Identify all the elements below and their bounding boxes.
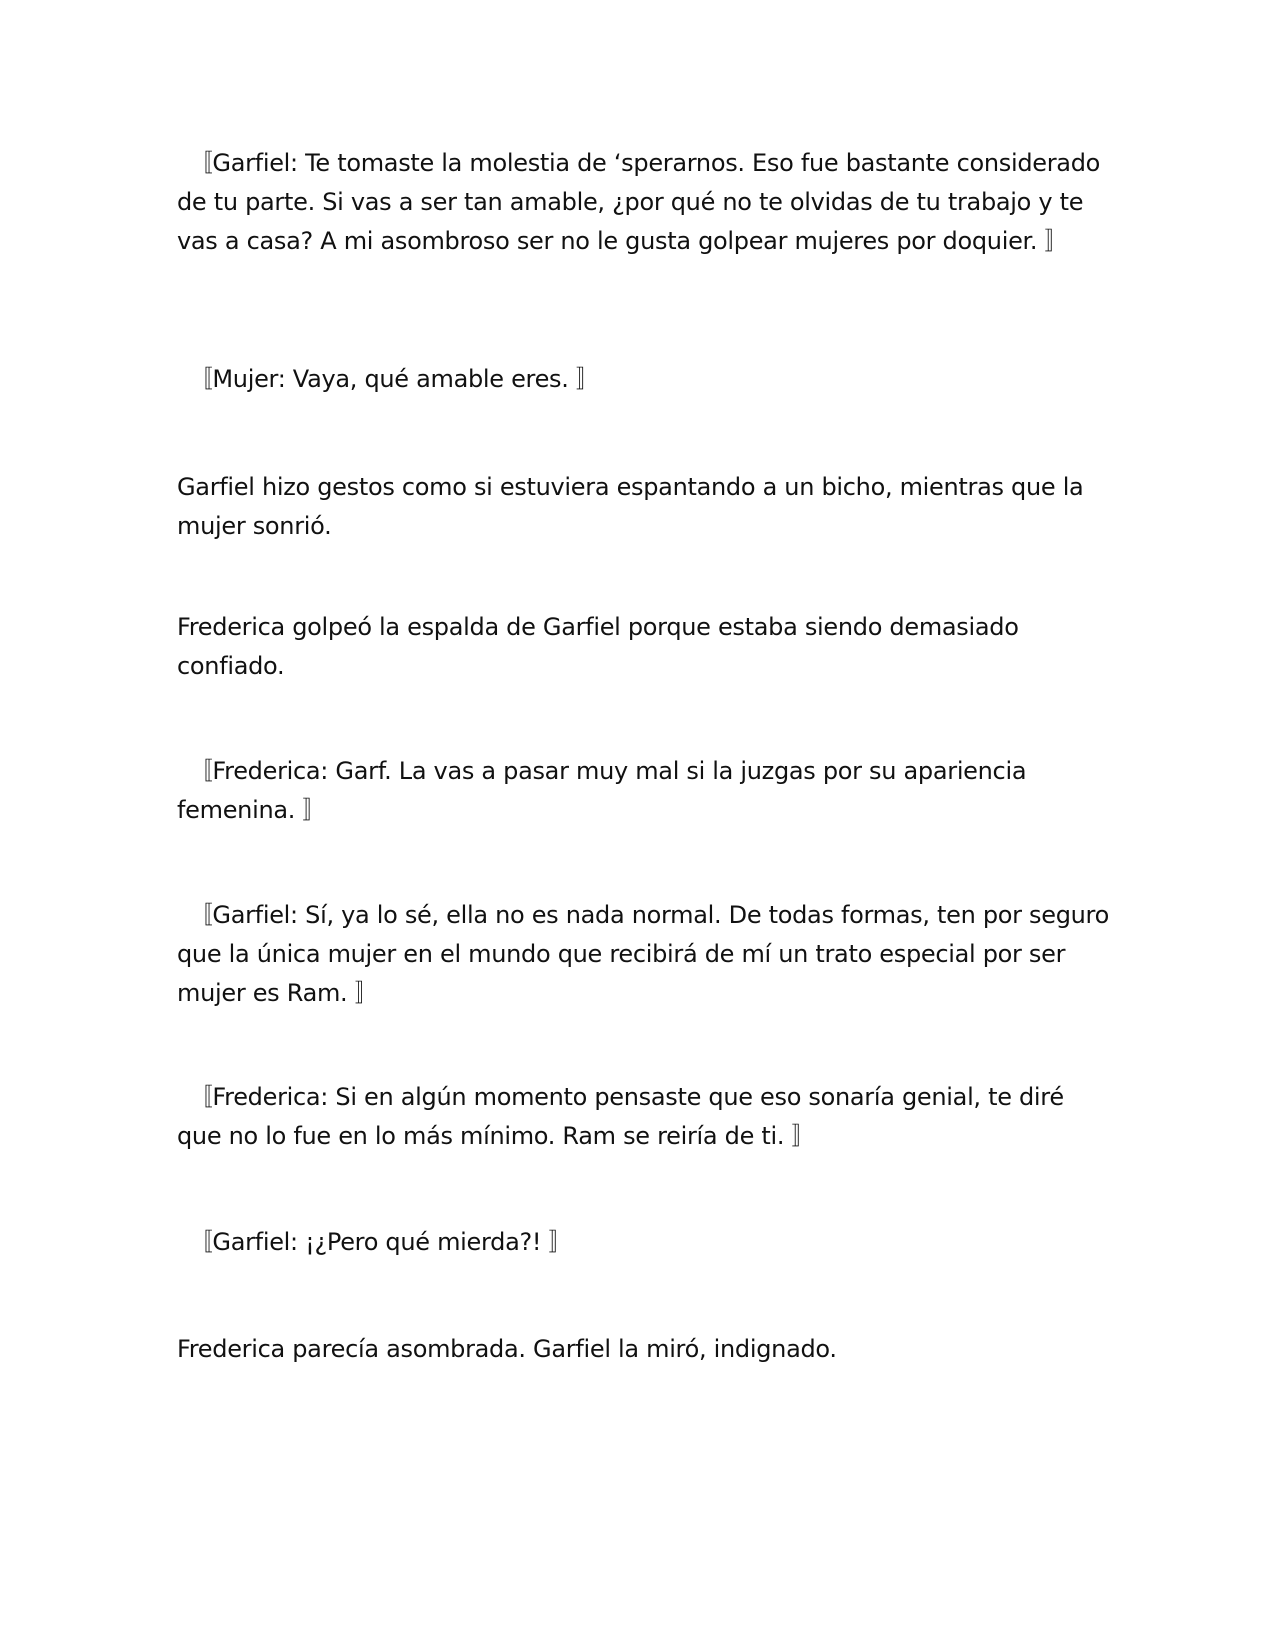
paragraph-narration-1: Garfiel hizo gestos como si estuviera espantando a un bicho, mientras que la mujer sonrió. (177, 473, 1084, 540)
paragraph-frederica-dialogue-2: 〚Frederica: Si en algún momento pensaste que eso sonaría genial, te diré que no lo fue en lo más mínimo. Ram se reiría de ti. 〛 (177, 1083, 1064, 1150)
paragraph-mujer-dialogue: 〚Mujer: Vaya, qué amable eres. 〛 (177, 365, 600, 393)
paragraph-garfiel-dialogue-3: 〚Garfiel: ¡¿Pero qué mierda?! 〛 (177, 1228, 573, 1256)
paragraph-frederica-dialogue-1: 〚Frederica: Garf. La vas a pasar muy mal si la juzgas por su apariencia femenina. 〛 (177, 757, 1027, 824)
paragraph-narration-2: Frederica golpeó la espalda de Garfiel porque estaba siendo demasiado confiado. (177, 613, 1019, 680)
paragraph-narration-3: Frederica parecía asombrada. Garfiel la miró, indignado. (177, 1335, 837, 1363)
paragraph-garfiel-dialogue-1: 〚Garfiel: Te tomaste la molestia de ‘sperarnos. Eso fue bastante considerado de tu parte. Si vas a ser tan amable, ¿por qué no te olvidas de tu trabajo y te vas a casa? A mi asombroso ser no le gusta golpear mujeres por doquier. 〛 (177, 149, 1101, 255)
paragraph-garfiel-dialogue-2: 〚Garfiel: Sí, ya lo sé, ella no es nada normal. De todas formas, ten por seguro que la única mujer en el mundo que recibirá de mí un trato especial por ser mujer es Ram. 〛 (177, 901, 1109, 1007)
